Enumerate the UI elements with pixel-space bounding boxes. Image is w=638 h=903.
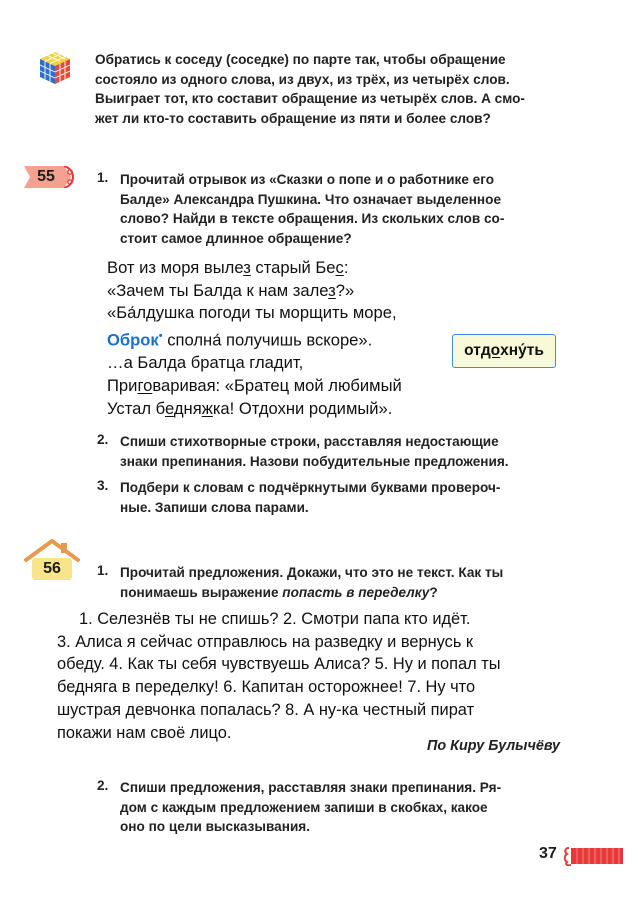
ex56-text-line-2: 3. Алиса я сейчас отправлюсь на разведку и вернусь к <box>57 632 474 651</box>
intro-line-1: Обратись к соседу (соседке) по парте так, чтобы обращение <box>95 52 506 67</box>
poem-line-1: Вот из моря вылез старый Бес: <box>107 258 349 277</box>
poem-line-4: Оброк• сполна́ получишь вскоре». <box>107 330 373 350</box>
ex56-item2-text <box>120 778 565 837</box>
ex55-item1-number: 1. <box>97 170 109 185</box>
page-number: 37 <box>539 845 557 862</box>
poem-line-7: Устал бедняжка! Отдохни родимый». <box>107 398 393 418</box>
author-attribution: По Киру Булычёву <box>427 738 560 754</box>
ex55-item3-line-1: Подбери к словам с подчёркнутыми буквами провероч- <box>120 480 501 495</box>
ex55-item1-line-2: Балде» Александра Пушкина. Что означает выделенное <box>120 191 502 207</box>
poem <box>107 257 457 420</box>
ex56-text-line-1: 1. Селезнёв ты не спишь? 2. Смотри папа кто идёт. <box>79 610 471 628</box>
ex56-text-line-3: обеду. 4. Как ты себя чувствуешь Алиса? 5. Ну и попал ты <box>57 655 501 674</box>
ex56-item1-text <box>120 563 565 602</box>
rubik-cube-icon <box>38 50 72 86</box>
red-page-tab-icon <box>563 846 623 866</box>
ex55-item2-line-2: знаки препинания. Назови побудительные предложения. <box>120 453 509 469</box>
ex55-item2-line-1: Спиши стихотворные строки, расставляя недостающие <box>120 434 499 449</box>
poem-line-5: …а Балда братца гладит, <box>107 353 304 373</box>
ex56-item1-number: 1. <box>97 563 109 578</box>
ex56-item2-number: 2. <box>97 778 109 793</box>
ex55-item1-line-1: Прочитай отрывок из «Сказки о попе и о работнике его <box>120 172 495 187</box>
ex56-sentences <box>57 608 567 744</box>
highlighted-word: Оброк <box>107 330 159 350</box>
ex55-item1-text <box>120 170 565 248</box>
ex55-item3-line-2: ные. Запиши слова парами. <box>120 499 309 515</box>
exercise-55-badge <box>24 166 76 188</box>
ex56-item2-line-2: дом с каждым предложением запиши в скобках, какое <box>120 799 488 815</box>
poem-line-6: Приговаривая: «Братец мой любимый <box>107 376 402 396</box>
exercise-56-badge <box>22 538 82 583</box>
ex55-item2-number: 2. <box>97 432 109 447</box>
ex56-item2-line-1: Спиши предложения, расставляя знаки препинания. Ря- <box>120 780 502 795</box>
vocabulary-word-box: от до хну́ть <box>452 334 556 368</box>
exercise-56-number: 56 <box>43 560 61 577</box>
ex56-text-line-4: бедняга в переделку! 6. Капитан осторожнее! 7. Ну что <box>57 678 476 697</box>
ex55-item3-text <box>120 478 565 517</box>
ex55-item1-line-4: стоит самое длинное обращение? <box>120 230 352 246</box>
ex56-item1-line-2: понимаешь выражение попасть в переделку? <box>120 584 438 600</box>
ex56-text-line-5: шустрая девчонка попалась? 8. А ну-ка честный пират <box>57 700 475 719</box>
intro-text <box>95 50 565 128</box>
ex56-item2-line-3: оно по цели высказывания. <box>120 819 311 834</box>
ex56-item1-line-1: Прочитай предложения. Докажи, что это не текст. Как ты <box>120 565 504 580</box>
intro-line-3: Выиграет тот, кто составит обращение из четырёх слов. А смо- <box>95 91 525 106</box>
ex56-text-line-6: покажи нам своё лицо. <box>57 723 232 742</box>
exercise-55-number: 55 <box>37 168 55 185</box>
poem-line-2: «Зачем ты Балда к нам залез?» <box>107 280 355 300</box>
intro-line-2: состояло из одного слова, из двух, из трёх, из четырёх слов. <box>95 71 510 87</box>
ex55-item2-text <box>120 432 565 471</box>
intro-line-4: жет ли кто-то составить обращение из пяти и более слов? <box>95 110 491 126</box>
ex55-item3-number: 3. <box>97 478 109 493</box>
poem-line-3: «Ба́лдушка погоди ты морщить море, <box>107 303 397 323</box>
ex55-item1-line-3: слово? Найди в тексте обращения. Из скольких слов со- <box>120 211 505 226</box>
